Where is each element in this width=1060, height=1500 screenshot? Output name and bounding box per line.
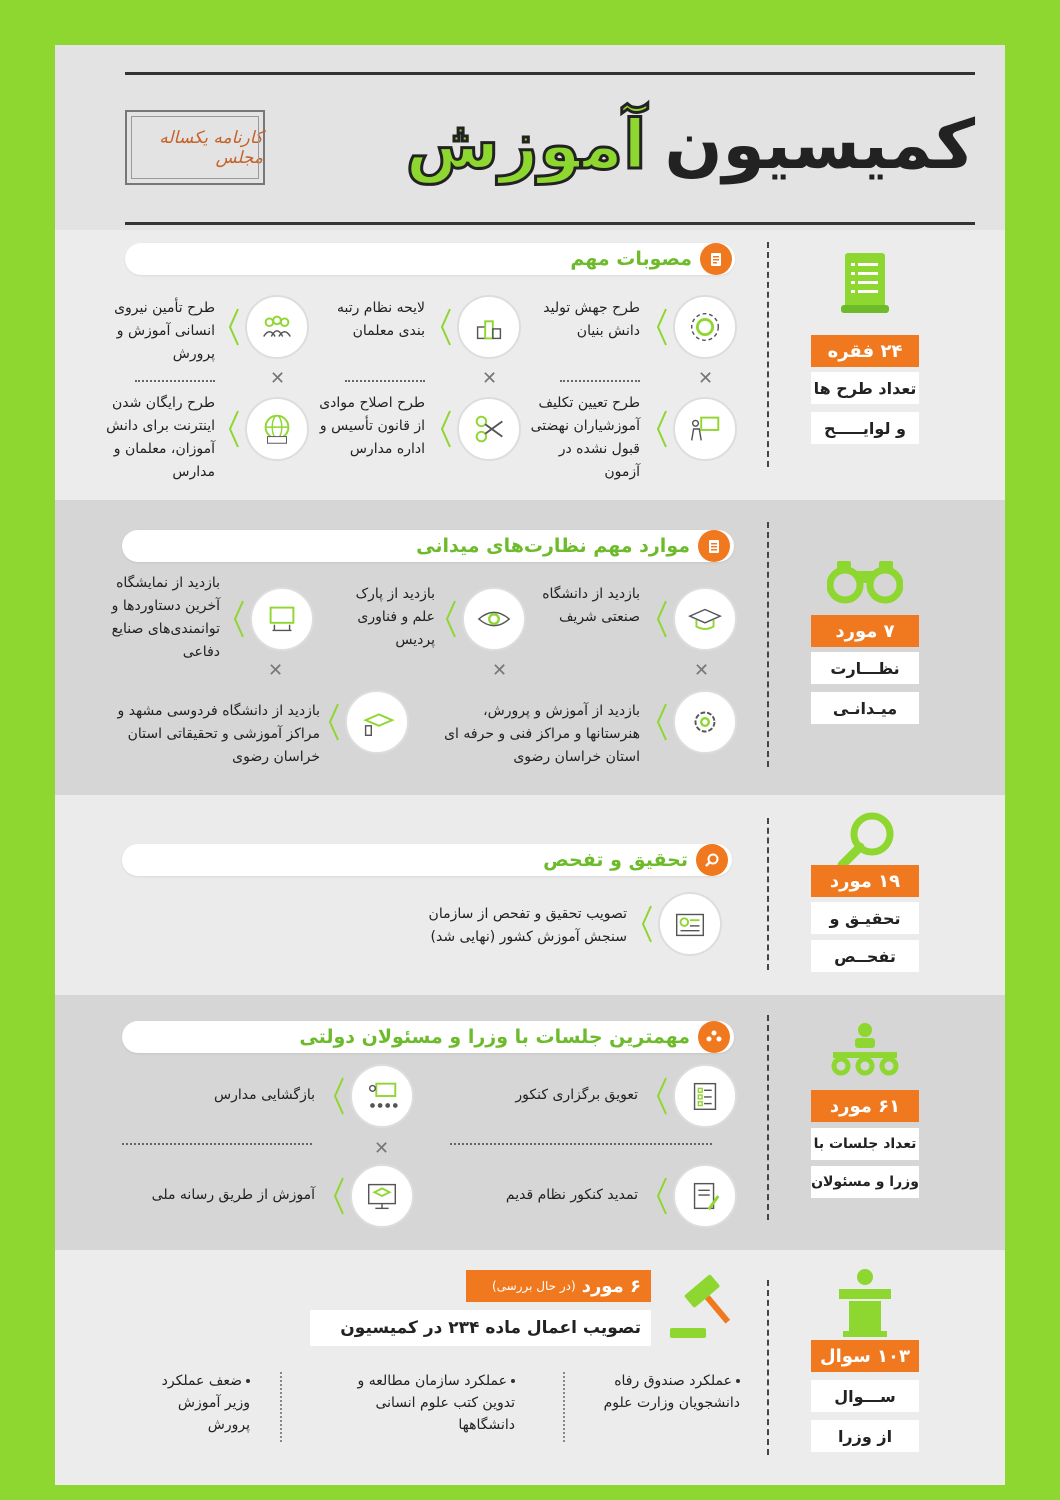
podium-stars-icon: [457, 295, 521, 359]
title-part-1: کمیسیون: [664, 105, 975, 185]
question-item-1: [590, 1370, 740, 1414]
classroom-icon: [350, 1064, 414, 1128]
dotted-separator: [450, 1143, 712, 1145]
chevron-icon: [328, 702, 340, 742]
section-1-title-text: مصوبات مهم: [570, 248, 692, 270]
section-1-label-1: تعداد طرح ها: [811, 372, 919, 404]
chevron-icon: [233, 599, 245, 639]
section-5-count: ۱۰۳ سوال: [811, 1340, 919, 1372]
s4-item-4-text: آموزش از طریق رسانه ملی: [151, 1187, 315, 1203]
section-2-title: [416, 530, 730, 562]
section-2-divider: [767, 522, 769, 767]
chevron-icon: [656, 702, 668, 742]
chevron-icon: [440, 307, 452, 347]
s4-item-2-text: بازگشایی مدارس: [214, 1087, 315, 1103]
document-list-icon: [825, 248, 905, 318]
section-5-label-1: ســـوال: [811, 1380, 919, 1412]
gavel-icon: [662, 1270, 742, 1350]
binoculars-icon: [825, 545, 905, 615]
s4-item-3-text: تمدید کنکور نظام قدیم: [505, 1187, 638, 1203]
s2-item-1-text: بازدید از دانشگاه صنعتی شریف: [542, 586, 640, 625]
section-2-title-text: موارد مهم نظارت‌های میدانی: [416, 535, 690, 557]
section-3-count: ۱۹ مورد: [811, 865, 919, 897]
s2-item-3-text: بازدید از نمایشگاه آخرین دستاوردها و توانمندی‌های صنایع دفاعی: [111, 575, 220, 660]
s2-item-2-text: بازدید از پارک علم و فناوری پردیس: [355, 586, 435, 648]
diploma-cap-icon: [345, 690, 409, 754]
article-count-badge: [466, 1270, 651, 1302]
s1-item-3-text: طرح تأمین نیروی انسانی آموزش و پرورش: [114, 300, 215, 362]
dotted-separator: [135, 380, 215, 382]
teacher-board-icon: [673, 397, 737, 461]
chevron-icon: [656, 409, 668, 449]
chevron-icon: [228, 409, 240, 449]
globe-www-icon: [245, 397, 309, 461]
section-1-count: ۲۴ فقره: [811, 335, 919, 367]
gear-cycle-icon: [673, 295, 737, 359]
section-3-title-text: تحقیق و تفحص: [543, 849, 688, 871]
section-3-divider: [767, 818, 769, 970]
chevron-icon: [228, 307, 240, 347]
section-5-divider: [767, 1280, 769, 1455]
section-4-label-1: تعداد جلسات با: [811, 1128, 919, 1160]
chevron-icon: [440, 409, 452, 449]
section-1-divider: [767, 242, 769, 467]
checklist-icon: [673, 1064, 737, 1128]
question-item-1-text: عملکرد صندوق رفاه دانشجویان وزارت علوم: [603, 1373, 740, 1411]
monitor-cap-icon: [350, 1164, 414, 1228]
s2-item-5-text: بازدید از دانشگاه فردوسی مشهد و مراکز آموزشی و تحقیقاتی استان خراسان رضوی: [117, 703, 320, 765]
chevron-icon: [333, 1076, 345, 1116]
question-item-2: [340, 1370, 515, 1436]
s1-item-6-text: طرح رایگان شدن اینترنت برای دانش آموزان، معلمان و مدارس: [106, 395, 215, 480]
magnifier-badge-icon: [696, 844, 728, 876]
dotted-separator: [345, 380, 425, 382]
header-top-rule: [125, 72, 975, 75]
question-item-2-text: عملکرد سازمان مطالعه و تدوین کتب علوم انسانی دانشگاهها: [357, 1373, 515, 1433]
separator-x-icon: ✕: [482, 368, 498, 389]
section-2-label-1: نظـــارت: [811, 652, 919, 684]
article-count-note: (در حال بررسی): [491, 1279, 576, 1293]
section-2-label-2: میـدانـی: [811, 692, 919, 724]
section-3-label-1: تحقیـق و: [811, 902, 919, 934]
s3-item-1-text: تصویب تحقیق و تفحص از سازمان سنجش آموزش کشور (نهایی شد): [428, 906, 627, 945]
graduation-cap-icon: [673, 587, 737, 651]
bullet-dot: [736, 1379, 740, 1383]
separator-x-icon: ✕: [694, 660, 710, 681]
column-divider: [563, 1372, 565, 1442]
stamp-logo: [125, 110, 265, 185]
section-3-label-2: تفحــص: [811, 940, 919, 972]
article-count: ۶ مورد: [581, 1275, 641, 1297]
chevron-icon: [656, 1176, 668, 1216]
section-3-title: [543, 844, 728, 876]
section-4-label-2: وزرا و مسئولان: [811, 1166, 919, 1198]
section-1-title: [570, 243, 732, 275]
eye-icon: [462, 587, 526, 651]
separator-x-icon: ✕: [374, 1138, 390, 1159]
dotted-separator: [560, 380, 640, 382]
meeting-table-icon: [825, 1015, 905, 1085]
section-4-divider: [767, 1015, 769, 1220]
column-divider: [280, 1372, 282, 1442]
search-form-icon: [658, 892, 722, 956]
exhibition-icon: [250, 587, 314, 651]
chevron-icon: [656, 1076, 668, 1116]
lectern-icon: [825, 1262, 905, 1342]
s1-item-5-text: طرح اصلاح موادی از قانون تأسیس و اداره مدارس: [319, 395, 425, 457]
section-2-count: ۷ مورد: [811, 615, 919, 647]
bullet-dot: [511, 1379, 515, 1383]
section-4-count: ۶۱ مورد: [811, 1090, 919, 1122]
separator-x-icon: ✕: [492, 660, 508, 681]
s2-item-4-text: بازدید از آموزش و پرورش، هنرستانها و مراکز فنی و حرفه ای استان خراسان رضوی: [444, 703, 640, 765]
s1-item-4-text: طرح تعیین تکلیف آموزشیاران نهضتی قبول نشده در آزمون: [530, 395, 640, 480]
question-item-3: [145, 1370, 250, 1436]
s1-item-2-text: لایحه نظام رتبه بندی معلمان: [336, 300, 425, 339]
section-4-title-text: مهمترین جلسات با وزرا و مسئولان دولتی: [299, 1026, 690, 1048]
chevron-icon: [333, 1176, 345, 1216]
section-5-label-2: از وزرا: [811, 1420, 919, 1452]
chevron-icon: [656, 307, 668, 347]
separator-x-icon: ✕: [270, 368, 286, 389]
title-part-2: آموزش: [405, 105, 647, 185]
clipboard-icon: [700, 243, 732, 275]
page-title: [405, 90, 975, 200]
section-4-title: [299, 1021, 730, 1053]
gear-wrench-icon: [673, 690, 737, 754]
chevron-icon: [445, 599, 457, 639]
s1-item-1-text: طرح جهش تولید دانش بنیان: [543, 300, 640, 339]
scissors-icon: [457, 397, 521, 461]
separator-x-icon: ✕: [698, 368, 714, 389]
checklist-badge-icon: [698, 530, 730, 562]
stamp-text: کارنامه یکساله مجلس: [159, 127, 263, 168]
separator-x-icon: ✕: [268, 660, 284, 681]
group-people-icon: [245, 295, 309, 359]
header-bottom-rule: [125, 222, 975, 225]
s4-item-1-text: تعویق برگزاری کنکور: [515, 1087, 638, 1103]
document-pen-icon: [673, 1164, 737, 1228]
article-title: تصویب اعمال ماده ۲۳۴ در کمیسیون: [310, 1310, 651, 1346]
chevron-icon: [641, 904, 653, 944]
chevron-icon: [656, 599, 668, 639]
question-item-3-text: ضعف عملکرد وزیر آموزش پرورش: [161, 1373, 250, 1433]
dotted-separator: [122, 1143, 312, 1145]
bullet-dot: [246, 1379, 250, 1383]
meeting-badge-icon: [698, 1021, 730, 1053]
section-1-label-2: و لوایـــــح: [811, 412, 919, 444]
